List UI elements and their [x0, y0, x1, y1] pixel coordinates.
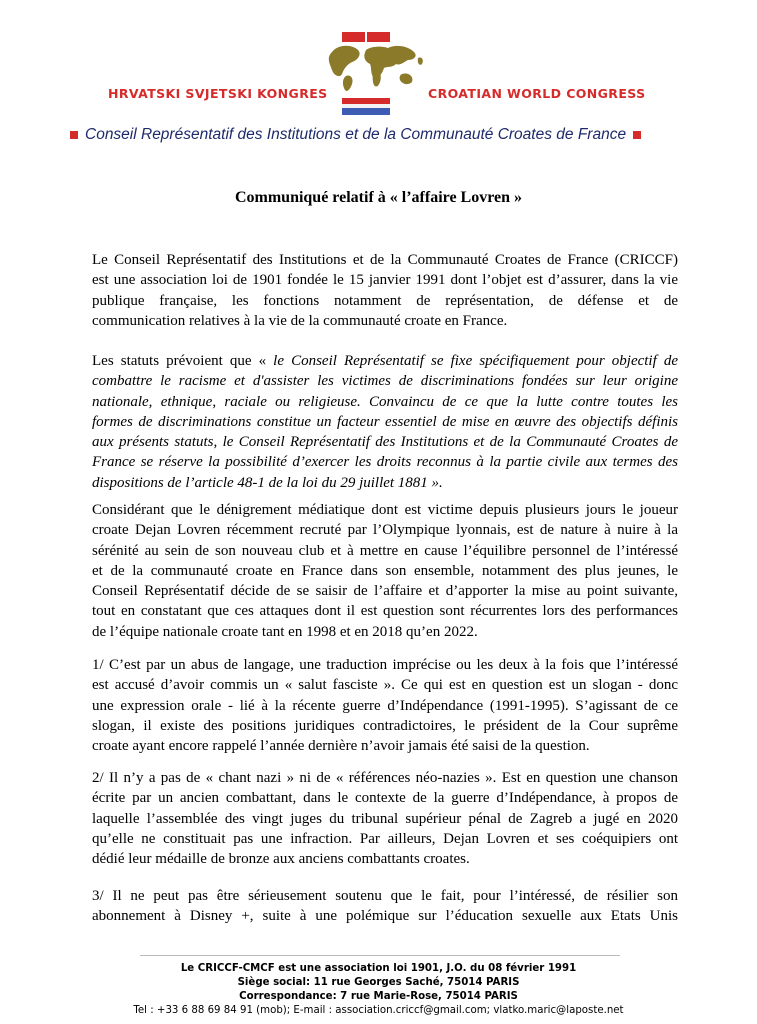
paragraph-intro — [92, 250, 678, 331]
text-line: et de la communauté croate en France dans son ensemble, notamment des plus jeunes, le — [92, 562, 678, 579]
footer-contact: Tel : +33 6 88 69 84 91 (mob); E-mail : association.criccf@gmail.com; vlatko.maric@laposte.net — [133, 1005, 624, 1016]
text-line: est accusé d’avoir commis un « salut fasciste ». Ce qui est en question est un slogan - donc — [92, 677, 678, 694]
paragraph-considering — [92, 500, 678, 642]
footer-association — [0, 962, 757, 976]
text-line: est une association loi de 1901 fondée le 15 janvier 1991 dont l’objet est d’assurer, dans la vie — [92, 272, 678, 289]
text-fragment: le Conseil Représentatif se fixe spécifiquement pour objectif de — [273, 353, 678, 369]
text-line: slogan, il existe des positions juridiques contradictoires, le président de la Cour suprême — [92, 717, 678, 734]
text-line — [92, 351, 678, 371]
text-line: Le Conseil Représentatif des Institutions et de la Communauté Croates de France (CRICCF) — [92, 252, 678, 268]
text-line: laquelle l’assemblée des vingt juges du tribunal supérieur pénal de Zagreb a jugé en 2020 — [92, 810, 678, 827]
text-line: aux présents statuts, le Conseil Représentatif des Institutions et de la Communauté Croates de — [92, 434, 678, 451]
text-line: écrite par un ancien combattant, dans le contexte de la guerre d’Indépendance, à propos de — [92, 790, 678, 807]
text-line: Conseil Représentatif décide de se saisir de l’affaire et d’apporter la mise au point suivante, — [92, 583, 678, 600]
text-line: publique française, les fonctions notamment de représentation, de défense et de — [92, 292, 678, 309]
footer — [0, 962, 757, 1018]
world-map-icon — [318, 38, 428, 100]
text-line: communication relatives à la vie de la communauté croate en France. — [92, 312, 508, 329]
text-line: une expression orale - lié à la récente guerre d’Indépendance (1991-1995). S’agissant de ce — [92, 697, 678, 714]
text-line: 1/ C’est par un abus de langage, une traduction imprécise ou les deux à la fois que l’intéressé — [92, 657, 678, 673]
text-line: 3/ Il ne peut pas être sérieusement soutenu que le fait, pour l’intéressé, de résilier son — [92, 888, 678, 904]
red-square-icon — [633, 131, 641, 139]
red-square-icon — [70, 131, 78, 139]
text-line: 2/ Il n’y a pas de « chant nazi » ni de « références néo-nazies ». Est en question une chanson — [92, 770, 678, 786]
text-line: nationale, ethnique, raciale ou religieuse. Convaincu de ce que la lutte contre toutes les — [92, 393, 678, 410]
footer-line-1: Le CRICCF-CMCF est une association loi 1901, J.O. du 08 février 1991 — [180, 963, 577, 974]
flag-stripe-blue — [342, 108, 390, 115]
text-line: combattre le racisme et d'assister les victimes de discriminations fondées sur leur origine — [92, 373, 678, 390]
paragraph-statutes — [92, 351, 678, 493]
text-line: tout en constatant que ces attaques dont il est question sont récurrentes lors des performances — [92, 603, 678, 620]
text-line: dédié leur médaille de bronze aux anciens combattants croates. — [92, 851, 470, 868]
text-line: abonnement à Disney +, suite à une polémique sur l’éducation sexuelle aux Etats Unis — [92, 908, 678, 925]
text-line: croate Dejan Lovren récemment recruté par l’Olympique lyonnais, est de nature à nuire à la — [92, 522, 678, 539]
text-line: croate ayant encore rappelé l’année dernière n’avoir jamais été saisi de la question. — [92, 738, 590, 755]
footer-divider — [140, 955, 620, 956]
text-line: Considérant que le dénigrement médiatique dont est victime depuis plusieurs jours le joueur — [92, 502, 678, 518]
text-line: de l’équipe nationale croate tant en 1998 et en 2018 qu’en 2022. — [92, 623, 478, 640]
subtitle-text: Conseil Représentatif des Institutions et de la Communauté Croates de France — [85, 126, 627, 143]
text-line: France se réserve la possibilité d’exercer les droits reconnus à la partie civile aux termes des — [92, 454, 678, 471]
org-name-english: CROATIAN WORLD CONGRESS — [428, 86, 646, 101]
text-fragment: Les statuts prévoient que « — [92, 353, 274, 369]
footer-correspondence: Correspondance: 7 rue Marie-Rose, 75014 PARIS — [239, 991, 518, 1002]
paragraph-point-3 — [92, 886, 678, 927]
text-line: dispositions de l’article 48-1 de la loi du 29 juillet 1881 ». — [92, 474, 443, 491]
text-line: sérénité au sein de son nouveau club et à mettre en cause l’équilibre personnel de l’intéressé — [92, 542, 678, 559]
text-line: qu’elle ne constituait pas une infraction. Par ailleurs, Dejan Lovren et ses coéquipiers ont — [92, 830, 678, 847]
text-line: formes de discriminations constitue un facteur essentiel de mise en œuvre des objectifs définis — [92, 413, 678, 430]
paragraph-point-2 — [92, 768, 678, 869]
org-name-croatian: HRVATSKI SVJETSKI KONGRES — [108, 86, 328, 101]
footer-address: Siège social: 11 rue Georges Saché, 75014 PARIS — [237, 977, 520, 988]
paragraph-point-1 — [92, 655, 678, 756]
letterhead-subtitle — [70, 126, 690, 144]
letterhead-logo — [0, 0, 757, 120]
document-title: Communiqué relatif à « l’affaire Lovren » — [234, 189, 523, 206]
